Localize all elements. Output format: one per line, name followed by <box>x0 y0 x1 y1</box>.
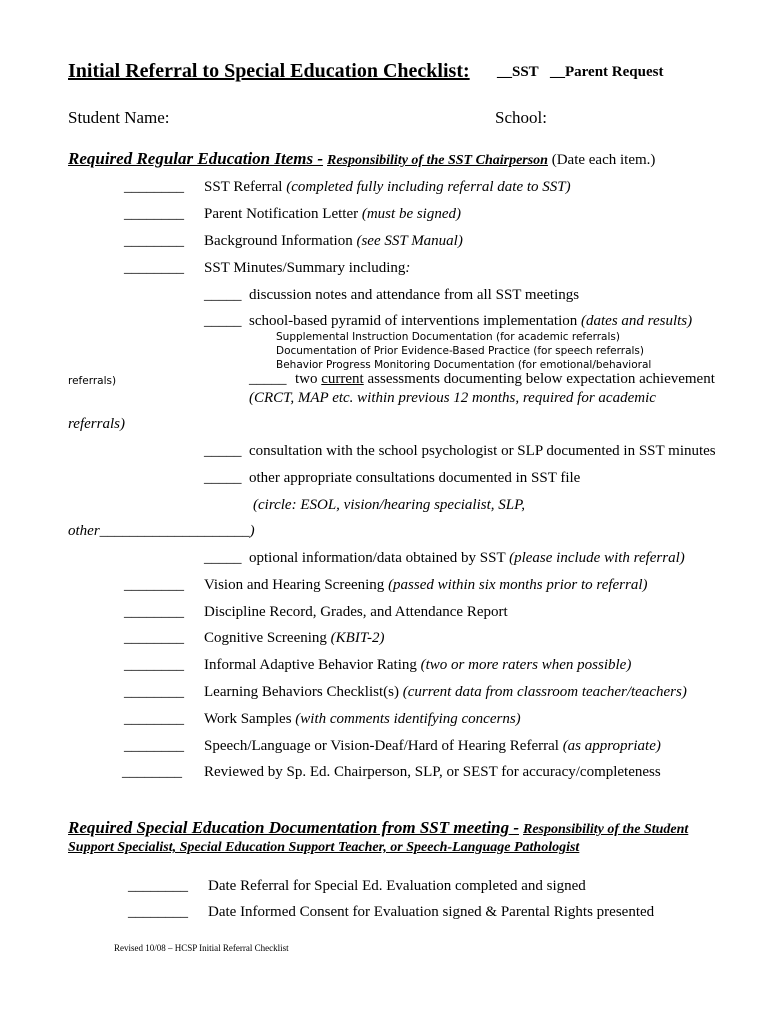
school-label: School: <box>495 108 547 127</box>
checklist-blank[interactable]: ________ <box>124 684 184 700</box>
option-parent-request: __Parent Request <box>550 64 664 80</box>
checklist-blank[interactable]: ________ <box>128 878 188 894</box>
checklist-blank[interactable]: ________ <box>124 206 184 222</box>
section2-responsibility: Responsibility of the Student <box>523 822 689 837</box>
checklist-item-learning-behaviors: Learning Behaviors Checklist(s) (current data from classroom teacher/teachers) <box>204 684 687 700</box>
section-note: (Date each item.) <box>547 152 656 168</box>
sub-item-pyramid: school-based pyramid of interventions implementation (dates and results) <box>249 313 693 329</box>
checklist-item-reviewed: Reviewed by Sp. Ed. Chairperson, SLP, or SEST for accuracy/completeness <box>204 764 661 780</box>
pyramid-line-academic: Supplemental Instruction Documentation (for academic referrals) <box>276 331 620 343</box>
sub-blank[interactable]: _____ <box>204 470 242 486</box>
footer-revision: Revised 10/08 – HCSP Initial Referral Checklist <box>114 943 289 953</box>
crct-note: (CRCT, MAP etc. within previous 12 months, required for academic <box>249 390 656 406</box>
checklist-item-date-referral: Date Referral for Special Ed. Evaluation completed and signed <box>208 878 586 894</box>
referrals-wrap-text: referrals) <box>68 375 117 387</box>
checklist-item-informed-consent: Date Informed Consent for Evaluation signed & Parental Rights presented <box>208 904 655 920</box>
sub-blank[interactable]: _____ <box>249 371 287 387</box>
checklist-blank[interactable]: ________ <box>124 711 184 727</box>
pyramid-line-behavioral: Behavior Progress Monitoring Documentation (for emotional/behavioral <box>276 359 652 371</box>
sub-item-consultation: consultation with the school psychologist or SLP documented in SST minutes <box>249 443 716 459</box>
sub-blank[interactable]: _____ <box>204 443 242 459</box>
section2-heading-text: Required Special Education Documentation from SST meeting - <box>68 818 519 837</box>
checklist-item-sst-minutes: SST Minutes/Summary including: <box>204 260 411 276</box>
circle-options: (circle: ESOL, vision/hearing specialist, SLP, <box>253 497 526 513</box>
section-responsibility: Responsibility of the SST Chairperson <box>327 153 548 168</box>
sub-blank[interactable]: _____ <box>204 550 242 566</box>
pyramid-line-speech: Documentation of Prior Evidence-Based Practice (for speech referrals) <box>276 345 645 357</box>
checklist-item-background-information: Background Information (see SST Manual) <box>204 233 463 249</box>
sub-item-other-consultations: other appropriate consultations documented in SST file <box>249 470 581 486</box>
option-sst: __SST <box>497 64 539 80</box>
student-name-label: Student Name: <box>68 108 170 127</box>
checklist-item-cognitive-screening: Cognitive Screening (KBIT-2) <box>204 630 385 646</box>
sub-item-discussion-notes: discussion notes and attendance from all SST meetings <box>249 287 580 303</box>
checklist-blank[interactable]: ________ <box>124 604 184 620</box>
checklist-blank[interactable]: ________ <box>124 577 184 593</box>
checklist-item-discipline-record: Discipline Record, Grades, and Attendance Report <box>204 604 508 620</box>
section2-responsibility-continued: Support Specialist, Special Education Support Teacher, or Speech-Language Pathologist <box>68 840 580 855</box>
checklist-blank[interactable]: ________ <box>124 630 184 646</box>
checklist-item-parent-notification: Parent Notification Letter (must be signed) <box>204 206 462 222</box>
checklist-item-work-samples: Work Samples (with comments identifying concerns) <box>204 711 521 727</box>
other-blank-line[interactable]: other____________________) <box>68 523 255 539</box>
checklist-blank[interactable]: ________ <box>122 764 182 780</box>
checklist-blank[interactable]: ________ <box>124 657 184 673</box>
checklist-item-adaptive-behavior: Informal Adaptive Behavior Rating (two or more raters when possible) <box>204 657 632 673</box>
section-regular-education-heading <box>68 149 655 169</box>
section-heading-text: Required Regular Education Items - <box>68 149 324 168</box>
checklist-blank[interactable]: ________ <box>128 904 188 920</box>
sub-item-optional-information: optional information/data obtained by SST (please include with referral) <box>249 550 685 566</box>
checklist-item-vision-hearing: Vision and Hearing Screening (passed within six months prior to referral) <box>204 577 648 593</box>
section-special-education-heading <box>68 818 688 838</box>
checklist-blank[interactable]: ________ <box>124 738 184 754</box>
crct-note-continued: referrals) <box>68 416 125 432</box>
checklist-blank[interactable]: ________ <box>124 233 184 249</box>
checklist-blank[interactable]: ________ <box>124 179 184 195</box>
sub-item-two-current-assessments: two current assessments documenting below expectation achievement <box>295 371 715 387</box>
sub-blank[interactable]: _____ <box>204 287 242 303</box>
checklist-blank[interactable]: ________ <box>124 260 184 276</box>
sub-blank[interactable]: _____ <box>204 313 242 329</box>
checklist-item-sst-referral: SST Referral (completed fully including referral date to SST) <box>204 179 571 195</box>
checklist-item-speech-language: Speech/Language or Vision-Deaf/Hard of Hearing Referral (as appropriate) <box>204 738 661 754</box>
page-title: Initial Referral to Special Education Checklist: <box>68 60 470 82</box>
